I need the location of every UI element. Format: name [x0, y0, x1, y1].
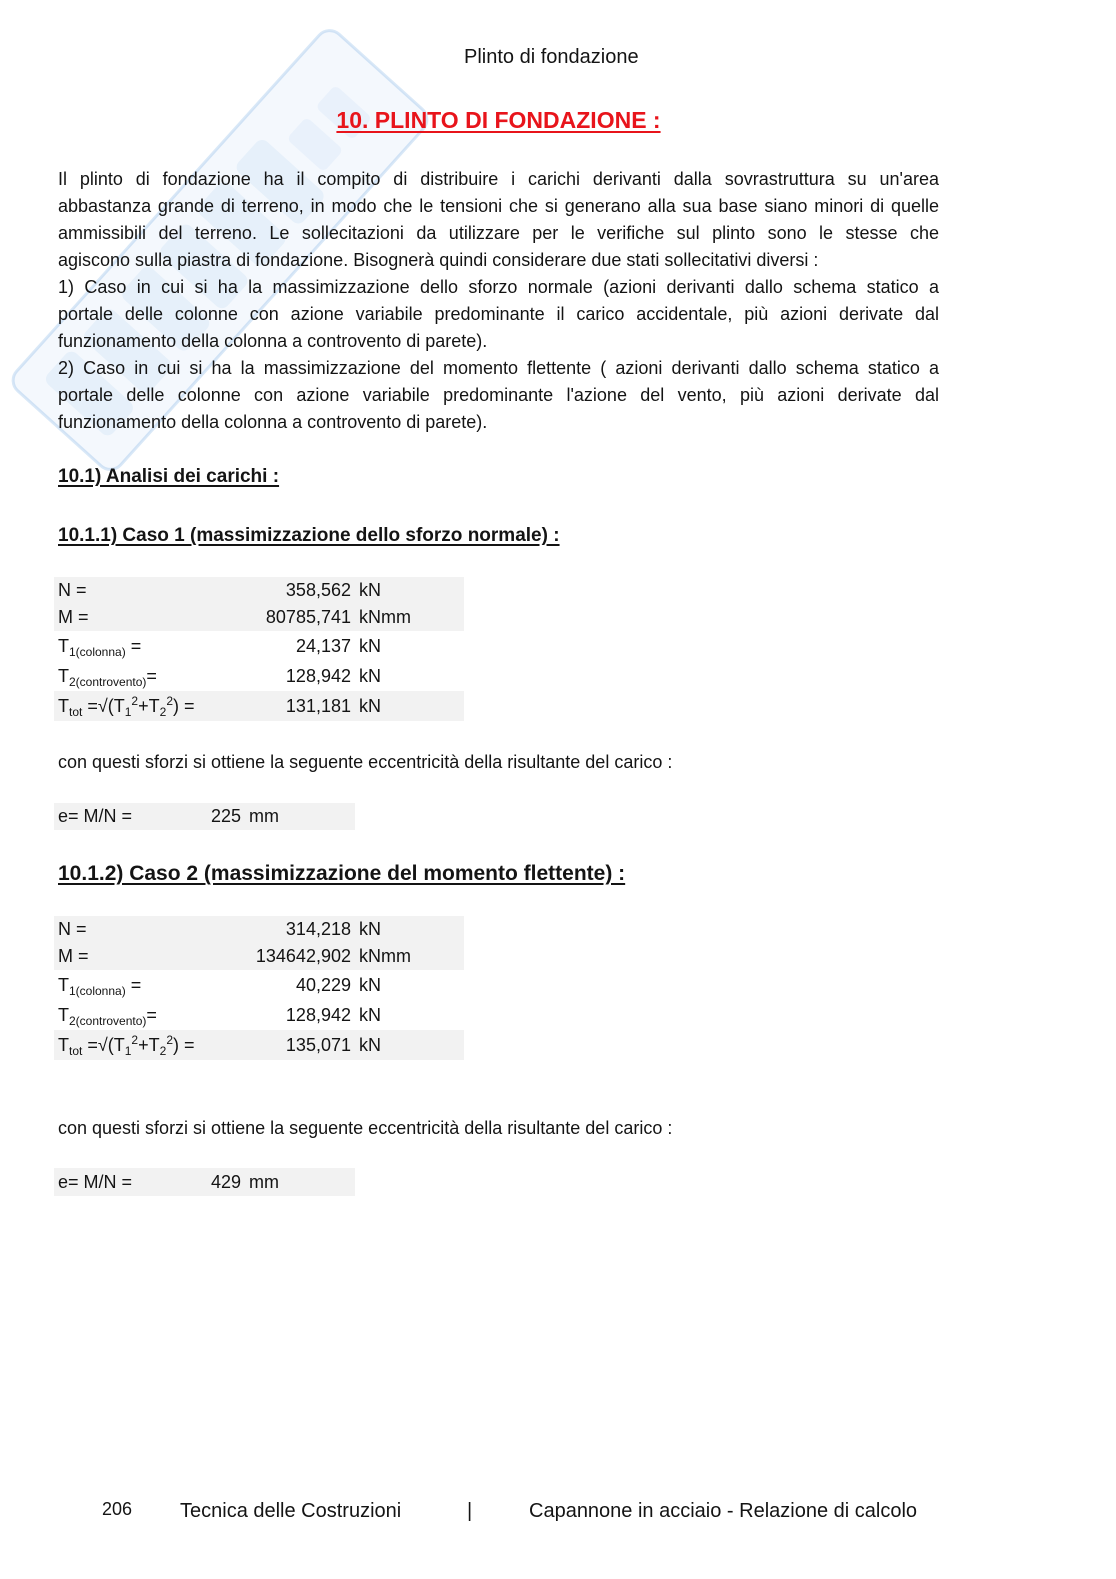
label-subscript: 1(colonna) [69, 984, 126, 998]
formula-subscript: 2 [159, 1044, 167, 1058]
formula-superscript: 2 [131, 694, 139, 708]
formula-part: =√(T [82, 696, 125, 716]
table-row [54, 916, 464, 943]
row-value: 80785,741 [265, 607, 351, 627]
row-unit: kNmm [359, 946, 411, 966]
eccentricity-unit: mm [249, 1172, 279, 1192]
loads-table-case1 [54, 577, 464, 721]
table-row [54, 631, 464, 661]
intro-paragraph [58, 166, 939, 436]
running-header: Plinto di fondazione [464, 46, 639, 68]
table-row [54, 1000, 464, 1030]
label-subscript: 2(controvento) [69, 1014, 147, 1028]
label-subscript: tot [69, 705, 83, 719]
table-row [54, 1030, 464, 1060]
eccentricity-note: con questi sforzi si ottiene la seguente eccentricità della risultante del carico : [58, 752, 673, 772]
label-symbol: T [58, 666, 69, 686]
label-subscript: tot [69, 1044, 83, 1058]
row-unit: kN [359, 1005, 381, 1025]
row-unit: kN [359, 975, 381, 995]
label-tail: = [125, 975, 142, 995]
row-unit: kN [359, 919, 381, 939]
paragraph-line: abbastanza grande di terreno, in modo che le tensioni che si generano alla sua base siano minori di quelle [58, 196, 939, 216]
formula-part: +T [138, 1035, 160, 1055]
row-label-formula [58, 691, 195, 721]
section-heading-case1: 10.1.1) Caso 1 (massimizzazione dello sforzo normale) : [58, 525, 560, 546]
formula-part: ) = [173, 1035, 195, 1055]
formula-superscript: 2 [166, 1033, 173, 1047]
row-unit: kN [359, 580, 381, 600]
formula-subscript: 1 [124, 1044, 132, 1058]
row-label [58, 1000, 157, 1030]
section-heading-case2: 10.1.2) Caso 2 (massimizzazione del momento flettente) : [58, 862, 626, 885]
eccentricity-value: 429 [210, 1172, 241, 1192]
section-title: 10. PLINTO DI FONDAZIONE : [336, 107, 661, 133]
row-value: 24,137 [295, 636, 351, 656]
row-value: 128,942 [285, 666, 351, 686]
label-tail: = [146, 666, 157, 686]
footer-separator: | [467, 1500, 473, 1522]
label-symbol: T [58, 636, 69, 656]
label-symbol: T [58, 696, 69, 716]
formula-subscript: 1 [124, 705, 132, 719]
footer-course: Tecnica delle Costruzioni [180, 1500, 402, 1522]
eccentricity-row [54, 1168, 355, 1196]
table-row [54, 970, 464, 1000]
table-row [54, 943, 464, 970]
formula-part: +T [138, 696, 160, 716]
formula-part: =√(T [82, 1035, 125, 1055]
row-label: M = [58, 946, 89, 966]
row-value: 134642,902 [255, 946, 351, 966]
page-number: 206 [102, 1499, 133, 1519]
loads-table-case2 [54, 916, 464, 1060]
eccentricity-label: e= M/N = [58, 806, 133, 826]
label-symbol: T [58, 1035, 69, 1055]
paragraph-line: portale delle colonne con azione variabile predominante il carico accidentale, più azioni derivate dal [58, 304, 939, 324]
label-symbol: T [58, 1005, 69, 1025]
formula-part: ) = [173, 696, 195, 716]
label-tail: = [146, 1005, 157, 1025]
paragraph-line: funzionamento della colonna a controvento di parete). [58, 331, 488, 351]
table-row [54, 577, 464, 604]
formula-superscript: 2 [131, 1033, 139, 1047]
paragraph-line: 2) Caso in cui si ha la massimizzazione del momento flettente ( azioni derivanti dallo schema statico a [58, 358, 939, 378]
eccentricity-note: con questi sforzi si ottiene la seguente eccentricità della risultante del carico : [58, 1118, 673, 1138]
eccentricity-label: e= M/N = [58, 1172, 133, 1192]
row-value: 131,181 [285, 696, 351, 716]
row-value: 135,071 [285, 1035, 351, 1055]
row-label: N = [58, 919, 87, 939]
row-unit: kN [359, 636, 381, 656]
row-unit: kN [359, 666, 381, 686]
label-symbol: T [58, 975, 69, 995]
row-value: 128,942 [285, 1005, 351, 1025]
paragraph-line: funzionamento della colonna a controvento di parete). [58, 412, 488, 432]
paragraph-line: 1) Caso in cui si ha la massimizzazione dello sforzo normale (azioni derivanti dallo schema statico a [58, 277, 939, 297]
paragraph-line: Il plinto di fondazione ha il compito di distribuire i carichi derivanti dalla sovrastruttura su un'area [58, 169, 939, 189]
table-row [54, 604, 464, 631]
label-subscript: 2(controvento) [69, 675, 147, 689]
table-row [54, 661, 464, 691]
eccentricity-row [54, 803, 355, 830]
label-tail: = [125, 636, 142, 656]
row-label [58, 661, 157, 691]
row-value: 358,562 [285, 580, 351, 600]
eccentricity-unit: mm [249, 806, 279, 826]
formula-superscript: 2 [166, 694, 173, 708]
row-value: 40,229 [295, 975, 351, 995]
row-unit: kNmm [359, 607, 411, 627]
row-unit: kN [359, 696, 381, 716]
paragraph-line: ammissibili del terreno. Le sollecitazioni da utilizzare per le verifiche sul plinto sono le stesse che [58, 223, 939, 243]
row-unit: kN [359, 1035, 381, 1055]
section-heading-analysis: 10.1) Analisi dei carichi : [58, 466, 280, 487]
row-label: M = [58, 607, 89, 627]
footer-document-title: Capannone in acciaio - Relazione di calcolo [529, 1500, 918, 1522]
paragraph-line: agiscono sulla piastra di fondazione. Bisognerà quindi considerare due stati sollecitativi diversi : [58, 250, 819, 270]
row-label: N = [58, 580, 87, 600]
row-label [58, 631, 141, 661]
row-label-formula [58, 1030, 195, 1060]
table-row [54, 691, 464, 721]
paragraph-line: portale delle colonne con azione variabile predominante l'azione del vento, più azioni derivate dal [58, 385, 939, 405]
label-subscript: 1(colonna) [69, 645, 126, 659]
formula-subscript: 2 [159, 705, 167, 719]
row-label [58, 970, 141, 1000]
eccentricity-value: 225 [210, 806, 241, 826]
row-value: 314,218 [285, 919, 351, 939]
